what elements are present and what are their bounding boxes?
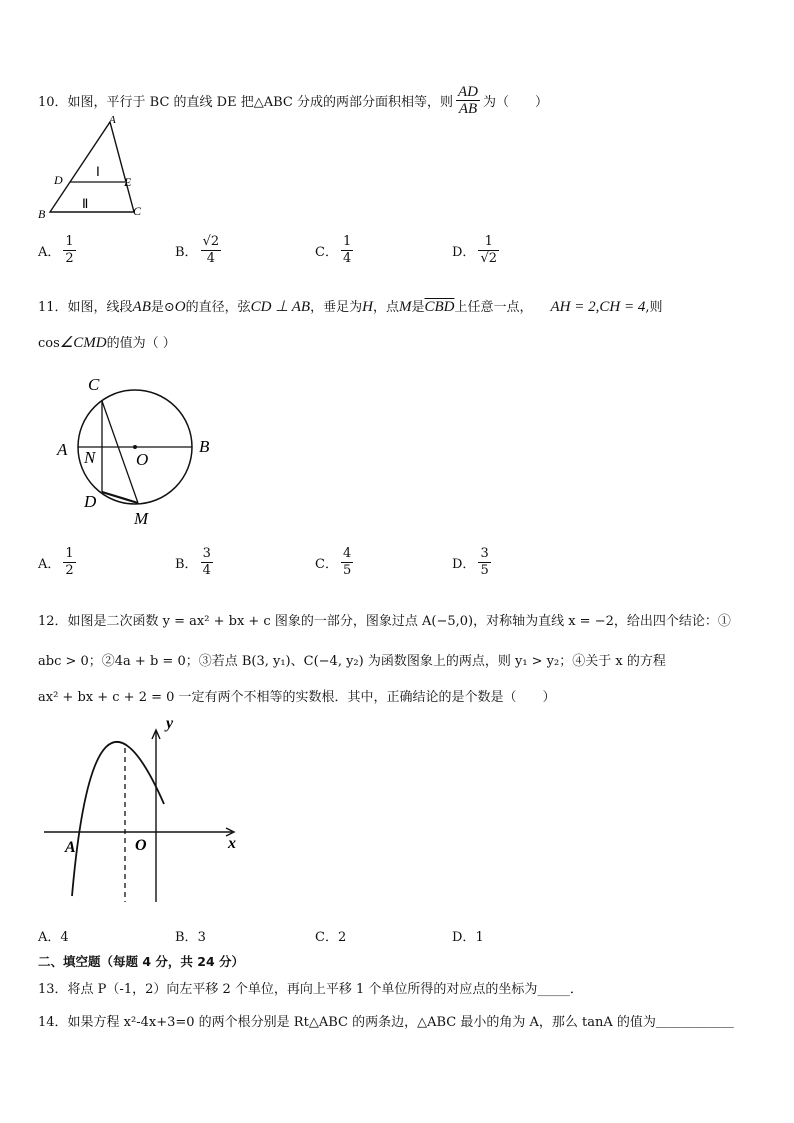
q10-text-after: 为（ ）	[483, 95, 549, 110]
parabola-curve	[72, 742, 164, 896]
q10-option-a[interactable]: A． $\frac{1}{2}$	[38, 234, 74, 266]
region-i-label: Ⅰ	[96, 164, 100, 179]
label-a: A	[65, 839, 76, 856]
q12-option-c[interactable]: C．2	[315, 930, 347, 945]
label-b: B	[38, 207, 46, 221]
q10-frac-den: AB	[458, 101, 478, 117]
label-x: x	[228, 835, 236, 852]
q12-option-b[interactable]: B．3	[175, 930, 206, 945]
q12-stem-line3: ax² + bx + c + 2 = 0 一定有两个不相等的实数根．其中，正确结论的是个数是（ ）	[38, 690, 556, 705]
label-c: C	[88, 375, 100, 394]
label-d: D	[84, 492, 97, 511]
q12-option-a[interactable]: A．4	[38, 930, 69, 945]
q14-stem: 14．如果方程 x²-4x+3=0 的两个根分别是 Rt△ABC 的两条边，△ABC 最小的角为 A，那么 tanA 的值为＿＿＿＿＿＿	[38, 1015, 734, 1030]
label-y: y	[166, 715, 174, 732]
q11-stem-line1: 11．如图，线段AB是⊙O的直径，弦CD ⊥ AB，垂足为H，点M是$\overline{CBD}$上任意一点， AH = 2,CH = 4,则	[38, 299, 663, 315]
center-dot	[133, 445, 137, 449]
label-o: O	[136, 450, 149, 469]
q12-parabola-figure	[38, 712, 253, 910]
region-ii-label: Ⅱ	[82, 196, 89, 211]
q10-option-b[interactable]: B． $\frac{√2}{4}$	[175, 234, 220, 266]
q10-option-c[interactable]: C． $\frac{1}{4}$	[315, 234, 352, 266]
triangle-abc	[50, 122, 134, 212]
arc-cbd: $\overline{CBD}$	[424, 299, 455, 315]
section-heading-fill-in: 二、填空题（每题 4 分，共 24 分）	[38, 954, 245, 969]
label-b: B	[199, 437, 210, 456]
q11-option-c[interactable]: C． $\frac{4}{5}$	[315, 546, 352, 578]
label-o: O	[135, 837, 147, 854]
label-c: C	[133, 204, 142, 218]
q10-text-before: 10．如图，平行于 BC 的直线 DE 把△ABC 分成的两部分面积相等，则	[38, 95, 453, 110]
q11-option-a[interactable]: A． $\frac{1}{2}$	[38, 546, 74, 578]
q13-stem: 13．将点 P（-1，2）向左平移 2 个单位，再向上平移 1 个单位所得的对应点的坐标为_____．	[38, 982, 583, 997]
q11-option-b[interactable]: B． $\frac{3}{4}$	[175, 546, 211, 578]
q11-circle-figure	[50, 370, 225, 530]
label-d: D	[54, 173, 63, 187]
label-n: N	[84, 448, 96, 467]
q11-option-d[interactable]: D． $\frac{3}{5}$	[452, 546, 489, 578]
q10-fraction	[456, 84, 480, 117]
q12-stem-line1: 12．如图是二次函数 y = ax² + bx + c 图象的一部分，图象过点 A(−5,0)，对称轴为直线 x = −2，给出四个结论：①	[38, 614, 731, 629]
label-a: A	[57, 440, 68, 459]
q12-option-d[interactable]: D．1	[452, 930, 484, 945]
q10-triangle-figure	[34, 112, 154, 222]
q12-stem-line2: abc > 0；②4a + b = 0；③若点 B(3, y₁)、C(−4, y₂) 为函数图象上的两点，则 y₁ > y₂；④关于 x 的方程	[38, 654, 666, 669]
label-a: A	[109, 114, 116, 126]
q10-frac-num: AD	[458, 84, 478, 100]
q11-stem-line2: cos∠CMD的值为（ ）	[38, 335, 176, 351]
q10-option-d[interactable]: D． $\frac{1}{√2}$	[452, 234, 497, 266]
segment-cm	[102, 401, 138, 503]
label-e: E	[124, 175, 132, 189]
label-m: M	[134, 509, 149, 528]
